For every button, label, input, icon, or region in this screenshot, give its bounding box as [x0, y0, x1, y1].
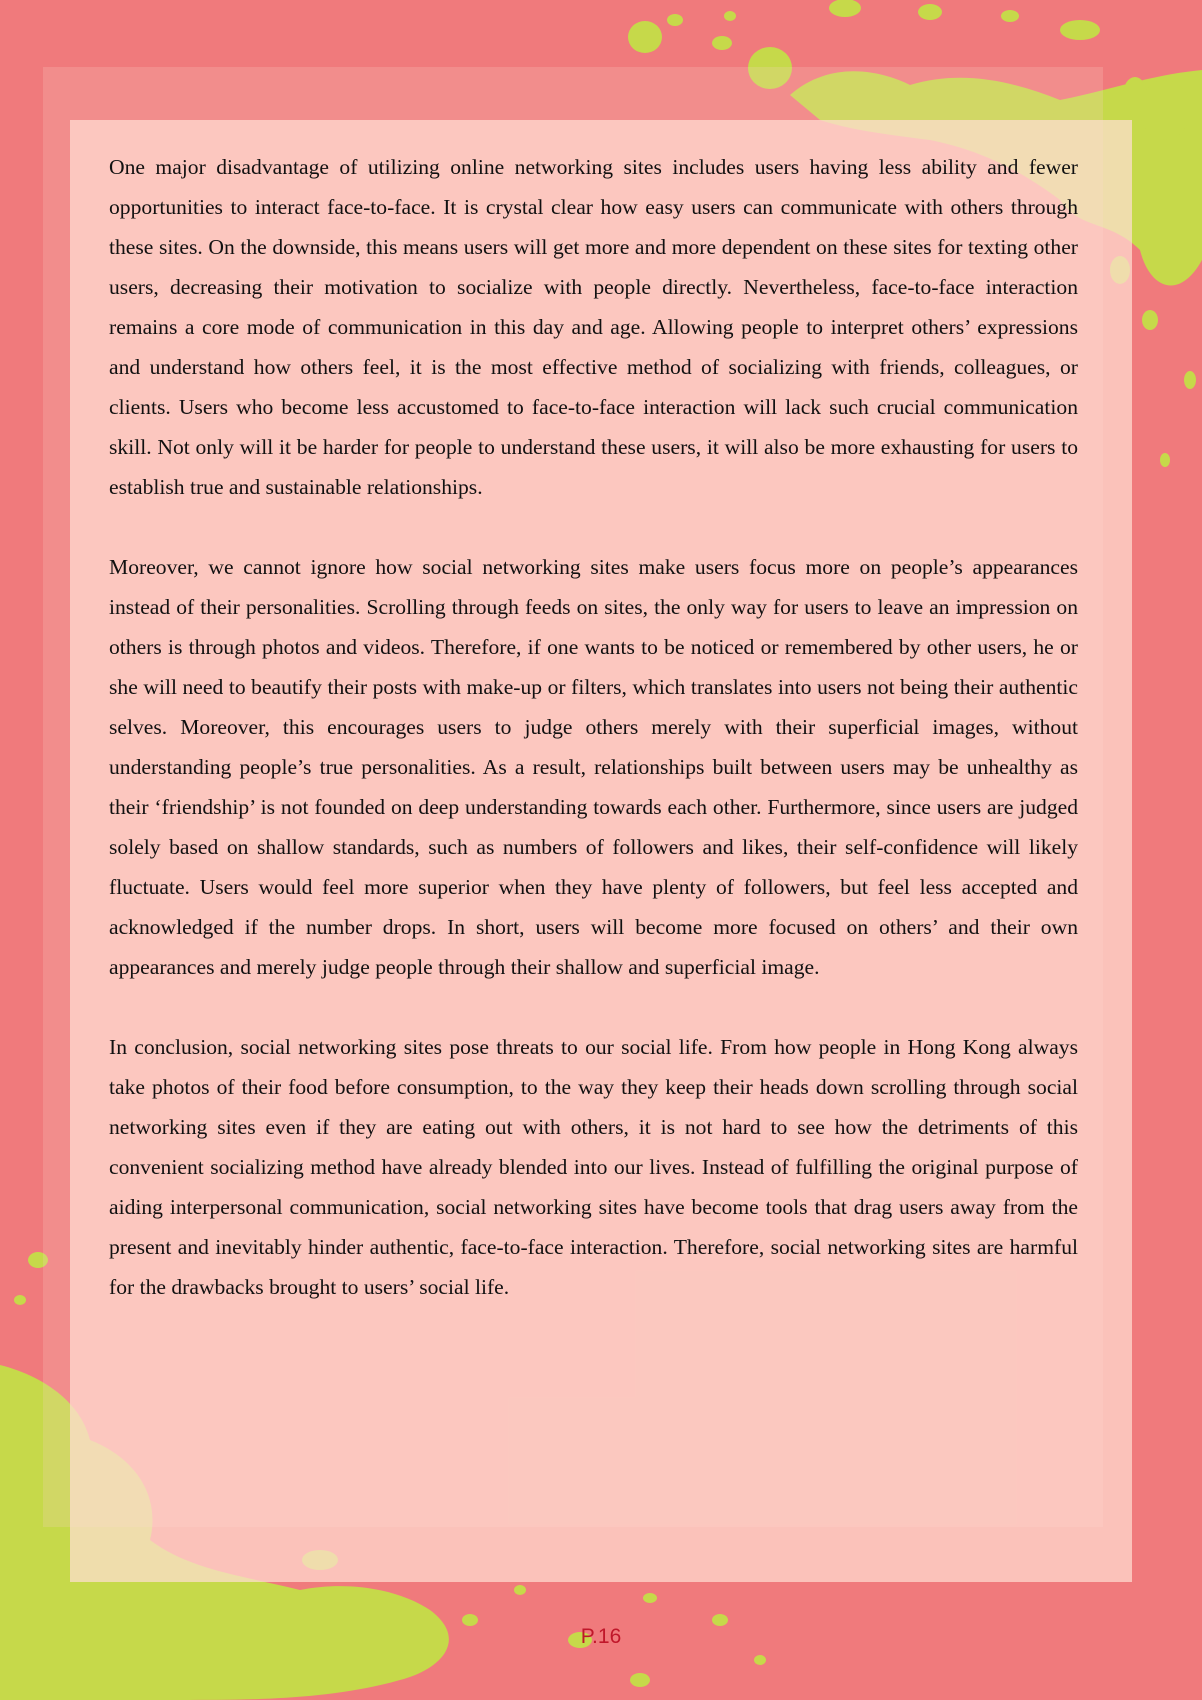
paragraph-face-to-face: One major disadvantage of utilizing online networking sites includes users having less ability and fewer opportunities to interact face-to-face. It is crystal clear how easy users can communicate with others through these sites. On the downside, this means users will get more and more dependent on these sites for texting other users, decreasing their motivation to socialize with people directly. Nevertheless, face-to-face interaction remains a core mode of communication in this day and age. Allowing people to interpret others’ expressions and understand how others feel, it is the most effective method of socializing with friends, colleagues, or clients. Users who become less accustomed to face-to-face interaction will lack such crucial communication skill. Not only will it be harder for people to understand these users, it will also be more exhausting for users to establish true and sustainable relationships. [109, 155, 1078, 499]
article-body [109, 147, 1078, 1347]
paragraph-conclusion: In conclusion, social networking sites pose threats to our social life. From how people in Hong Kong always take photos of their food before consumption, to the way they keep their heads down scrolling through social networking sites even if they are eating out with others, it is not hard to see how the detriments of this convenient socializing method have already blended into our lives. Instead of fulfilling the original purpose of aiding interpersonal communication, social networking sites have become tools that drag users away from the present and inevitably hinder authentic, face-to-face interaction. Therefore, social networking sites are harmful for the drawbacks brought to users’ social life. [109, 1035, 1078, 1299]
page-number: P.16 [580, 1625, 622, 1648]
paragraph-appearances: Moreover, we cannot ignore how social networking sites make users focus more on people’s appearances instead of their personalities. Scrolling through feeds on sites, the only way for users to leave an impression on others is through photos and videos. Therefore, if one wants to be noticed or remembered by other users, he or she will need to beautify their posts with make-up or filters, which translates into users not being their authentic selves. Moreover, this encourages users to judge others merely with their superficial images, without understanding people’s true personalities. As a result, relationships built between users may be unhealthy as their ‘friendship’ is not founded on deep understanding towards each other. Furthermore, since users are judged solely based on shallow standards, such as numbers of followers and likes, their self-confidence will likely fluctuate. Users would feel more superior when they have plenty of followers, but feel less accepted and acknowledged if the number drops. In short, users will become more focused on others’ and their own appearances and merely judge people through their shallow and superficial image. [109, 555, 1078, 979]
